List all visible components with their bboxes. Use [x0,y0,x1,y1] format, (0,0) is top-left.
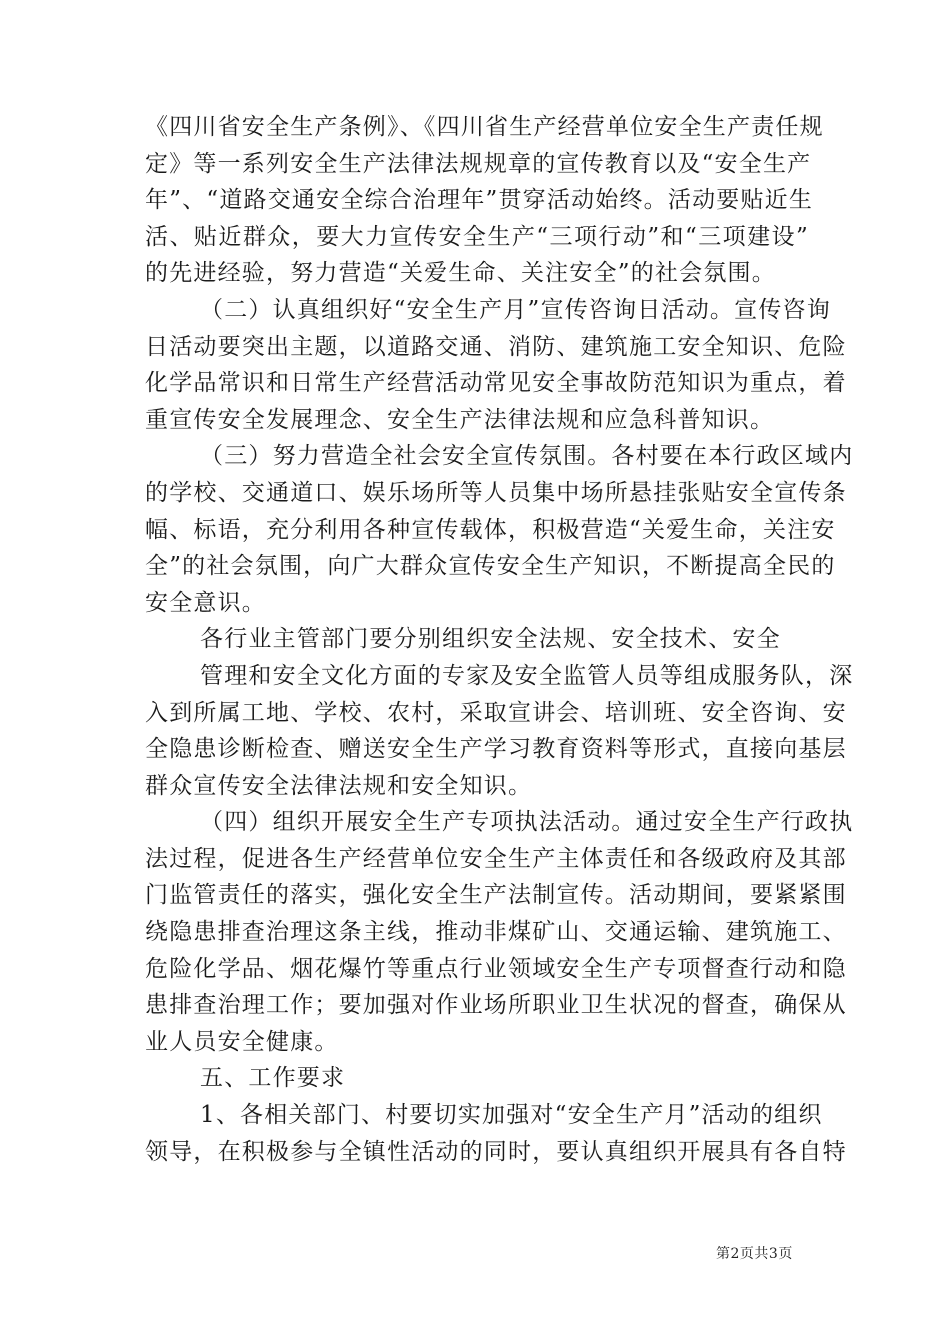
text-line: （二）认真组织好“安全生产月”宣传咨询日活动。宣传咨询 [200,296,831,323]
text-line: 《四川省安全生产条例》、《四川省生产经营单位安全生产责任规 [145,114,824,140]
paragraph-industry-departments [145,621,809,658]
text-line: 危险化学品、烟花爆竹等重点行业领域安全生产专项督查行动和隐 [145,955,847,982]
text-line: 各行业主管部门要分别组织安全法规、安全技术、安全 [200,626,781,653]
text-line: 群众宣传安全法律法规和安全知识。 [145,772,533,799]
text-line: 管理和安全文化方面的专家及安全监管人员等组成服务队，深 [200,662,854,689]
text-line: 法过程，促进各生产经营单位安全生产主体责任和各级政府及其部 [145,845,847,872]
page-number-footer: 第2页共3页 [716,1246,793,1262]
paragraph-service-team [145,658,854,804]
text-line: 领导，在积极参与全镇性活动的同时，要认真组织开展具有各自特 [145,1138,847,1165]
paragraph-laws-publicity [145,109,824,292]
text-line: 重宣传安全发展理念、安全生产法律法规和应急科普知识。 [145,406,775,433]
text-line: 业人员安全健康。 [145,1028,339,1055]
text-line: 化学品常识和日常生产经营活动常见安全事故防范知识为重点，着 [145,370,847,397]
text-line: 1、各相关部门、村要切实加强对“安全生产月”活动的组织 [200,1102,823,1129]
text-line: 全隐患诊断检查、赠送安全生产学习教育资料等形式，直接向基层 [145,736,847,763]
text-line: 年”、“道路交通安全综合治理年”贯穿活动始终。活动要贴近生 [145,187,814,214]
text-line: 绕隐患排查治理这条主线，推动非煤矿山、交通运输、建筑施工、 [145,919,847,946]
paragraph-requirement-1 [145,1097,847,1170]
text-line: 幅、标语，充分利用各种宣传载体，积极营造“关爱生命，关注安 [145,516,836,543]
section-heading: 五、工作要求 [200,1065,346,1092]
text-line: 定》等一系列安全生产法律法规规章的宣传教育以及“安全生产 [145,150,812,177]
text-line: 活、贴近群众，要大力宣传安全生产“三项行动”和“三项建设” [145,223,809,250]
paragraph-law-enforcement [145,804,854,1060]
section-heading-work-requirements [145,1060,809,1097]
text-line: 门监管责任的落实，强化安全生产法制宣传。活动期间，要紧紧围 [145,882,847,909]
text-line: 的学校、交通道口、娱乐场所等人员集中场所悬挂张贴安全宣传条 [145,479,847,506]
text-line: 的先进经验，努力营造“关爱生命、关注安全”的社会氛围。 [145,260,776,287]
text-line: （三）努力营造全社会安全宣传氛围。各村要在本行政区域内 [200,443,854,470]
text-line: 日活动要突出主题，以道路交通、消防、建筑施工安全知识、危险 [145,333,847,360]
text-line: （四）组织开展安全生产专项执法活动。通过安全生产行政执 [200,809,854,836]
text-line: 安全意识。 [145,589,266,616]
text-line: 患排查治理工作；要加强对作业场所职业卫生状况的督查，确保从 [145,992,847,1019]
paragraph-society-atmosphere [145,438,854,621]
text-line: 全”的社会氛围，向广大群众宣传安全生产知识，不断提高全民的 [145,553,836,580]
paragraph-consultation-day [145,292,847,438]
text-line: 入到所属工地、学校、农村，采取宣讲会、培训班、安全咨询、安 [145,699,847,726]
document-body [145,109,854,1170]
